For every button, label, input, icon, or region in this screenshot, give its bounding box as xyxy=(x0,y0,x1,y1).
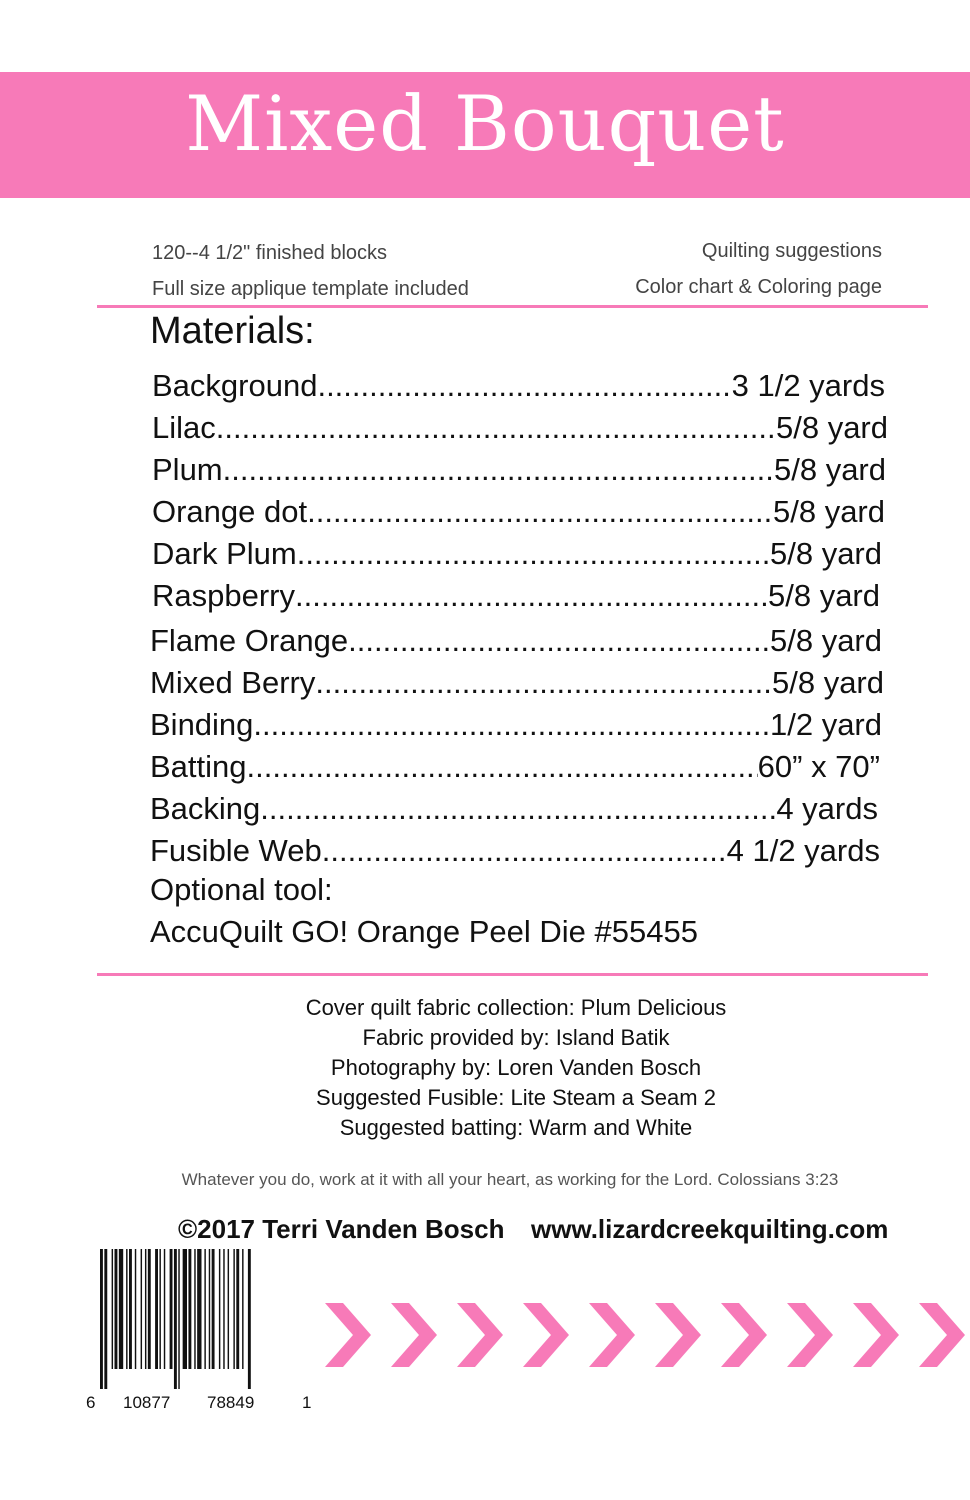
barcode-bar xyxy=(135,1249,136,1369)
website-link[interactable]: www.lizardcreekquilting.com xyxy=(531,1214,889,1244)
material-name: Plum xyxy=(152,452,223,487)
barcode-bar xyxy=(104,1249,107,1389)
barcode-icon xyxy=(98,1249,313,1389)
bible-verse: Whatever you do, work at it with all your heart, as working for the Lord. Colossians 3:23 xyxy=(181,1170,839,1189)
barcode-bar xyxy=(248,1249,251,1389)
chevron-icon xyxy=(325,1303,371,1367)
leader-dots xyxy=(253,707,770,743)
barcode-bar xyxy=(170,1249,173,1369)
chevron-icon xyxy=(853,1303,899,1367)
material-name: Binding xyxy=(150,707,254,742)
material-row xyxy=(152,452,886,488)
barcode-bar xyxy=(204,1249,205,1369)
barcode-bar xyxy=(228,1249,229,1369)
chevron-icon xyxy=(919,1303,965,1367)
material-row xyxy=(152,410,888,446)
material-name: Batting xyxy=(150,749,247,784)
material-name: Flame Orange xyxy=(150,623,349,658)
material-row xyxy=(150,623,882,659)
barcode-bar xyxy=(212,1249,215,1369)
barcode-bar xyxy=(145,1249,146,1369)
feature-template: Full size applique template included xyxy=(152,278,469,300)
feature-color-chart: Color chart & Coloring page xyxy=(635,276,882,298)
chevron-icon xyxy=(457,1303,503,1367)
credit-fabric: Fabric provided by: Island Batik xyxy=(362,1025,670,1050)
leader-dots xyxy=(322,833,727,869)
barcode-bar xyxy=(223,1249,224,1369)
barcode-bar xyxy=(115,1249,118,1369)
material-row xyxy=(150,665,884,701)
barcode-bar xyxy=(155,1249,158,1369)
material-name: Fusible Web xyxy=(150,833,322,868)
material-name: Background xyxy=(152,368,318,403)
leader-dots xyxy=(295,578,768,614)
optional-tool-label: Optional tool: xyxy=(150,872,333,907)
material-name: Lilac xyxy=(152,410,216,445)
chevron-icon xyxy=(721,1303,767,1367)
barcode-bar xyxy=(112,1249,113,1369)
chevron-icon xyxy=(523,1303,569,1367)
leader-dots xyxy=(223,452,774,488)
leader-dots xyxy=(260,791,776,827)
material-row xyxy=(152,536,882,572)
material-name: Dark Plum xyxy=(152,536,297,571)
barcode-bar xyxy=(209,1249,210,1369)
leader-dots xyxy=(307,494,773,530)
material-amount: 5/8 yard xyxy=(771,665,884,700)
material-row xyxy=(152,494,885,530)
material-amount: 5/8 yard xyxy=(769,536,882,571)
leader-dots xyxy=(315,665,772,701)
barcode-digit-last: 1 xyxy=(302,1393,312,1412)
material-name: Mixed Berry xyxy=(150,665,316,700)
material-amount: 5/8 yard xyxy=(773,452,886,487)
material-amount: 5/8 yard xyxy=(775,410,888,445)
material-row xyxy=(152,368,885,404)
credit-batting: Suggested batting: Warm and White xyxy=(339,1115,693,1140)
barcode-bar xyxy=(100,1249,103,1389)
optional-tool-value: AccuQuilt GO! Orange Peel Die #55455 xyxy=(150,914,698,949)
page-title: Mixed Bouquet xyxy=(185,79,785,168)
material-amount: 4 yards xyxy=(776,791,878,826)
material-amount: 4 1/2 yards xyxy=(726,833,880,868)
chevron-arrows-icon xyxy=(320,1295,970,1375)
barcode-bar xyxy=(126,1249,127,1369)
barcode-bar xyxy=(164,1249,165,1369)
material-row xyxy=(150,833,880,869)
feature-quilting: Quilting suggestions xyxy=(701,240,882,262)
material-name: Orange dot xyxy=(152,494,308,529)
material-amount: 3 1/2 yards xyxy=(731,368,885,403)
material-row xyxy=(152,578,880,614)
material-name: Raspberry xyxy=(152,578,295,613)
material-amount: 1/2 yard xyxy=(769,707,882,742)
barcode-bar xyxy=(141,1249,142,1369)
barcode-bar xyxy=(197,1249,201,1369)
barcode-bar xyxy=(119,1249,123,1369)
barcode-bar xyxy=(219,1249,220,1369)
material-amount: 60” x 70” xyxy=(757,749,880,784)
barcode-bar xyxy=(183,1249,187,1369)
credit-fusible: Suggested Fusible: Lite Steam a Seam 2 xyxy=(316,1085,716,1110)
leader-dots xyxy=(216,410,776,446)
material-amount: 5/8 yard xyxy=(767,578,880,613)
divider-bottom xyxy=(97,973,928,976)
barcode-digit-first: 6 xyxy=(86,1393,96,1412)
barcode-bar xyxy=(178,1249,179,1389)
material-name: Backing xyxy=(150,791,261,826)
feature-blocks: 120--4 1/2" finished blocks xyxy=(152,242,388,264)
divider-top xyxy=(97,305,928,308)
barcode-bar xyxy=(233,1249,234,1369)
leader-dots xyxy=(348,623,770,659)
barcode-bar xyxy=(188,1249,191,1369)
credit-collection: Cover quilt fabric collection: Plum Delicious xyxy=(305,995,727,1020)
chevron-icon xyxy=(787,1303,833,1367)
material-row xyxy=(150,749,880,785)
barcode-bar xyxy=(159,1249,160,1369)
leader-dots xyxy=(317,368,731,404)
material-amount: 5/8 yard xyxy=(769,623,882,658)
material-row xyxy=(150,707,882,743)
materials-heading: Materials: xyxy=(150,310,315,352)
barcode-bar xyxy=(174,1249,177,1389)
barcode-bar xyxy=(242,1249,243,1369)
material-amount: 5/8 yard xyxy=(772,494,885,529)
leader-dots xyxy=(247,749,758,785)
barcode-digits-right: 78849 xyxy=(207,1393,255,1412)
chevron-icon xyxy=(391,1303,437,1367)
material-row xyxy=(150,791,878,827)
credit-photography: Photography by: Loren Vanden Bosch xyxy=(330,1055,702,1080)
copyright: ©2017 Terri Vanden Bosch xyxy=(178,1214,505,1244)
barcode-bar xyxy=(129,1249,132,1369)
leader-dots xyxy=(297,536,770,572)
barcode-digits-left: 10877 xyxy=(123,1393,171,1412)
chevron-icon xyxy=(589,1303,635,1367)
chevron-icon xyxy=(655,1303,701,1367)
barcode-bar xyxy=(148,1249,151,1369)
barcode-bar xyxy=(194,1249,195,1369)
barcode-bar xyxy=(236,1249,239,1369)
